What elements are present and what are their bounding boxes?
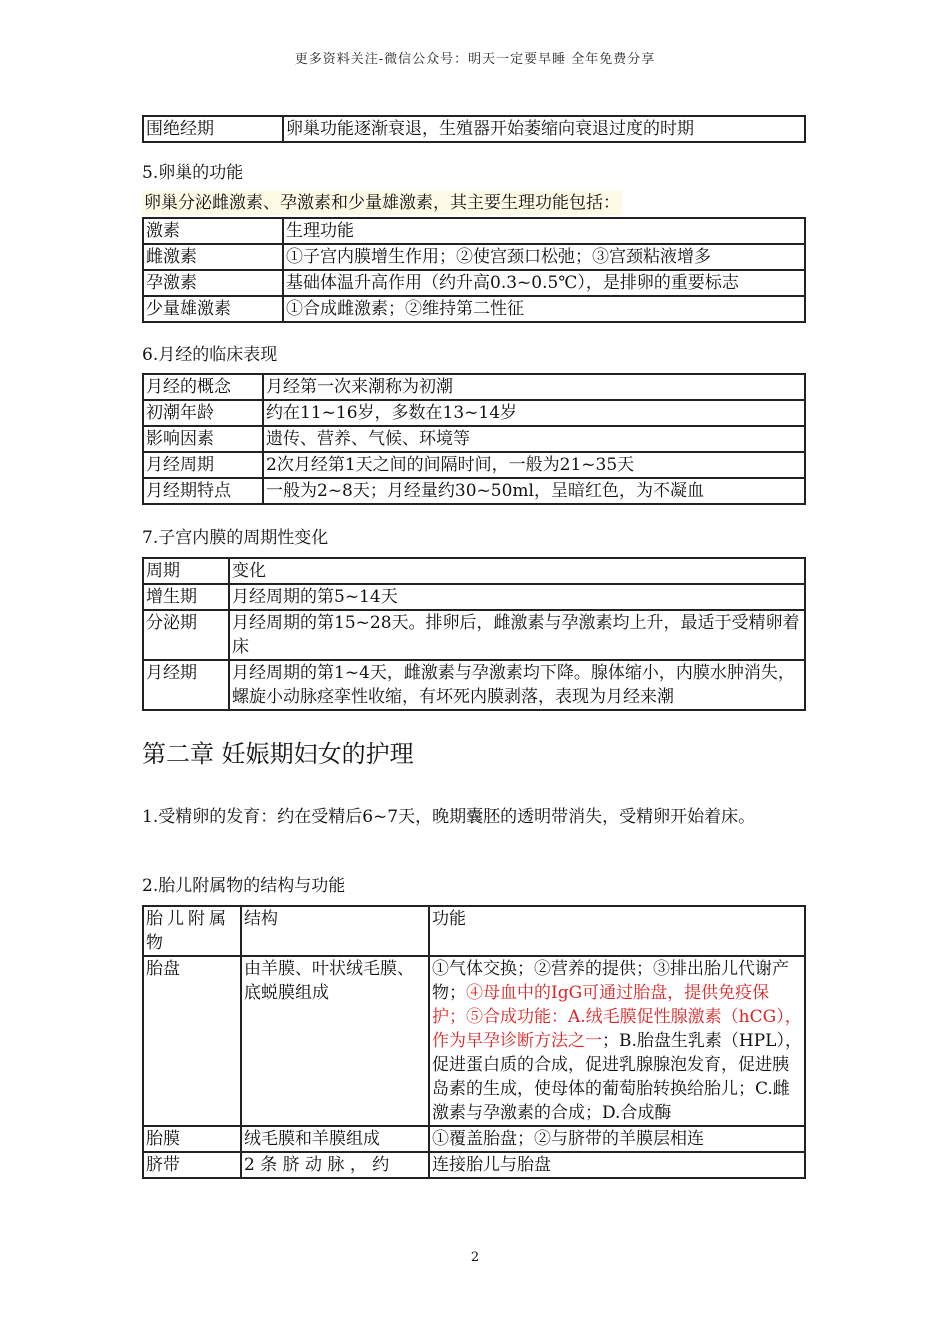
table-cell: 由羊膜、叶状绒毛膜、底蜕膜组成 — [241, 956, 429, 1126]
table-row — [143, 374, 805, 400]
table-cell: 影响因素 — [143, 426, 263, 452]
table-cell: 增生期 — [143, 584, 229, 610]
section-7-title: 7.子宫内膜的周期性变化 — [142, 528, 329, 548]
table-cell: 基础体温升高作用（约升高0.3~0.5℃），是排卵的重要标志 — [283, 270, 805, 296]
section-2-title: 2.胎儿附属物的结构与功能 — [142, 876, 346, 896]
table-cell: 月经周期的第1~4天，雌激素与孕激素均下降。腺体缩小，内膜水肿消失，螺旋小动脉痉挛性收缩，有坏死内膜剥落，表现为月经来潮 — [229, 660, 805, 710]
table-row — [143, 558, 805, 584]
table-cell: 激素 — [143, 218, 283, 244]
table-cell: 分泌期 — [143, 610, 229, 660]
table-row — [143, 660, 805, 710]
table-cell: 绒毛膜和羊膜组成 — [241, 1126, 429, 1152]
placenta-function-cell — [429, 956, 805, 1126]
function-text: ；B.胎盘生乳素（HPL），促进蛋白质的合成，促进乳腺腺泡发育，促进胰岛素的生成，使母体的葡萄胎转换给胎儿；C.雌激素与孕激素的合成；D.合成酶 — [432, 1031, 802, 1123]
table-cell: 孕激素 — [143, 270, 283, 296]
table-row — [143, 1126, 805, 1152]
table-row — [143, 478, 805, 504]
function-highlight: ④母血中的IgG可通过胎盘，提供免疫保护；⑤合成功能：A.绒毛膜促性腺激素（hCG），作为早孕诊断方法之一 — [432, 983, 802, 1051]
chapter-title: 第二章 妊娠期妇女的护理 — [142, 740, 414, 768]
table-cell: 雌激素 — [143, 244, 283, 270]
table-cell: 结构 — [241, 906, 429, 956]
page-header: 更多资料关注-微信公众号：明天一定要早睡 全年免费分享 — [294, 52, 656, 67]
table-cell: 月经期特点 — [143, 478, 263, 504]
table-cell: 功能 — [429, 906, 805, 956]
table-cell: 少量雄激素 — [143, 296, 283, 322]
menopause-table — [142, 115, 806, 143]
paragraph-fertilized-egg: 1.受精卵的发育：约在受精后6~7天，晚期囊胚的透明带消失，受精卵开始着床。 — [142, 807, 756, 827]
table-cell: 初潮年龄 — [143, 400, 263, 426]
table-row — [143, 956, 805, 1126]
endometrium-table — [142, 557, 806, 711]
table-cell: ①覆盖胎盘；②与脐带的羊膜层相连 — [429, 1126, 805, 1152]
page-number: 2 — [470, 1250, 480, 1265]
menstruation-table — [142, 373, 806, 505]
table-cell: ①合成雌激素；②维持第二性征 — [283, 296, 805, 322]
term-cell: 围绝经期 — [143, 116, 283, 142]
fetal-appendages-table — [142, 905, 806, 1179]
table-row — [143, 270, 805, 296]
table-cell: 月经周期的第5~14天 — [229, 584, 805, 610]
table-cell: 胎盘 — [143, 956, 241, 1126]
table-cell: 周期 — [143, 558, 229, 584]
table-row — [143, 244, 805, 270]
table-cell: 胎儿附属物 — [143, 906, 241, 956]
table-cell: 月经周期的第15~28天。排卵后，雌激素与孕激素均上升，最适于受精卵着床 — [229, 610, 805, 660]
table-cell: 月经周期 — [143, 452, 263, 478]
table-cell: 连接胎儿与胎盘 — [429, 1152, 805, 1178]
section-5-note: 卵巢分泌雌激素、孕激素和少量雄激素，其主要生理功能包括： — [144, 193, 620, 213]
table-row — [143, 400, 805, 426]
table-cell: 变化 — [229, 558, 805, 584]
table-cell: 2 条 脐 动 脉 ， 约 — [241, 1152, 429, 1178]
table-cell: 生理功能 — [283, 218, 805, 244]
section-5-title: 5.卵巢的功能 — [142, 163, 244, 183]
section-6-title: 6.月经的临床表现 — [142, 345, 278, 365]
function-text: ①气体交换；②营养的提供；③排出胎儿代谢产物； — [432, 959, 789, 1003]
table-row — [143, 610, 805, 660]
table-row — [143, 218, 805, 244]
table-row — [143, 1152, 805, 1178]
table-cell: 约在11~16岁，多数在13~14岁 — [263, 400, 805, 426]
table-row — [143, 116, 805, 142]
table-cell: 2次月经第1天之间的间隔时间，一般为21~35天 — [263, 452, 805, 478]
table-row — [143, 584, 805, 610]
table-cell: ①子宫内膜增生作用；②使宫颈口松弛；③宫颈粘液增多 — [283, 244, 805, 270]
table-row — [143, 452, 805, 478]
table-cell: 月经的概念 — [143, 374, 263, 400]
table-cell: 胎膜 — [143, 1126, 241, 1152]
desc-cell: 卵巢功能逐渐衰退，生殖器开始萎缩向衰退过度的时期 — [283, 116, 805, 142]
table-cell: 月经期 — [143, 660, 229, 710]
table-row — [143, 296, 805, 322]
table-row — [143, 906, 805, 956]
ovary-hormone-table — [142, 217, 806, 323]
table-cell: 一般为2~8天；月经量约30~50ml，呈暗红色，为不凝血 — [263, 478, 805, 504]
table-cell: 脐带 — [143, 1152, 241, 1178]
table-row — [143, 426, 805, 452]
table-cell: 遗传、营养、气候、环境等 — [263, 426, 805, 452]
table-cell: 月经第一次来潮称为初潮 — [263, 374, 805, 400]
